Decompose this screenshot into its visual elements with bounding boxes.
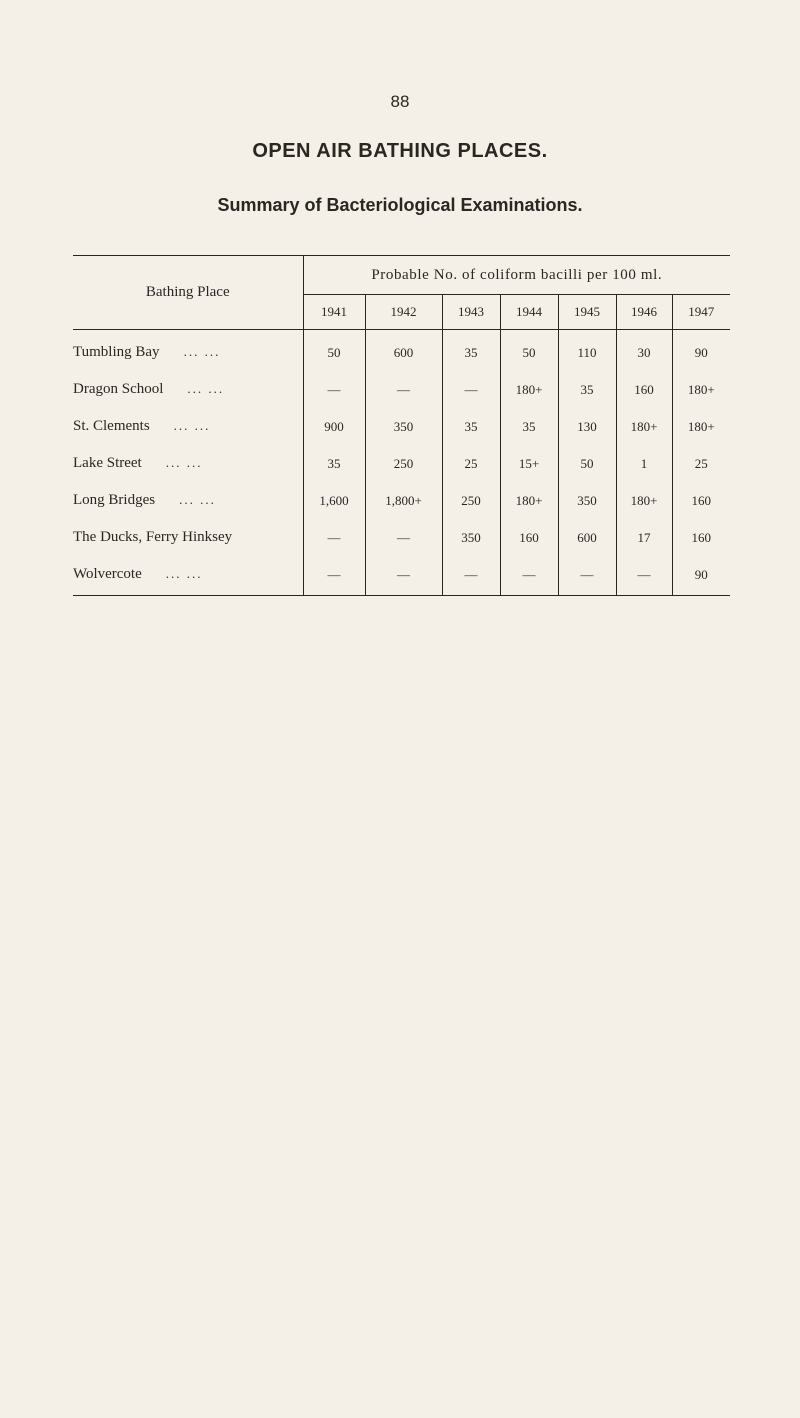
count-cell: 30 (616, 330, 672, 372)
table-row (73, 556, 730, 596)
bathing-place-name: Tumbling Bay (73, 344, 160, 360)
bathing-place-cell (73, 445, 303, 482)
count-cell: 90 (672, 556, 730, 596)
count-cell: — (442, 371, 500, 408)
count-cell: 180+ (672, 408, 730, 445)
table-row (73, 371, 730, 408)
count-cell: 900 (324, 418, 344, 434)
count-cell: 35 (442, 330, 500, 372)
year-header: 1941 (303, 295, 365, 330)
count-cell: 250 (365, 445, 442, 482)
count-cell: 350 (558, 482, 616, 519)
count-cell: 35 (500, 408, 558, 445)
count-cell: 90 (672, 330, 730, 372)
count-cell: 350 (442, 519, 500, 556)
bathing-place-name: Dragon School (73, 381, 164, 397)
leader-dots: ... ... (165, 566, 203, 581)
count-cell: 35 (558, 371, 616, 408)
count-cell: 160 (672, 482, 730, 519)
count-cell: — (365, 371, 442, 408)
bathing-place-cell (73, 371, 303, 408)
count-cell: 17 (616, 519, 672, 556)
leader-dots: ... ... (179, 492, 216, 507)
count-cell: — (616, 556, 672, 596)
count-cell: 50 (500, 330, 558, 372)
count-cell: 160 (672, 519, 730, 556)
bathing-place-name: Long Bridges (73, 492, 156, 508)
count-cell: 1,600 (319, 492, 349, 508)
year-header: 1945 (558, 295, 616, 330)
count-cell: 1 (616, 445, 672, 482)
count-cell: 600 (365, 330, 442, 372)
count-cell: 250 (442, 482, 500, 519)
count-cell: — (303, 556, 365, 596)
page-subtitle: Summary of Bacteriological Examinations. (217, 195, 583, 215)
count-cell: — (365, 519, 442, 556)
count-cell: 35 (327, 455, 341, 471)
count-cell: — (327, 529, 341, 545)
results-table-wrapper (73, 255, 730, 596)
table-row (73, 408, 730, 445)
table-row (73, 482, 730, 519)
count-cell: 180+ (616, 408, 672, 445)
count-cell: — (558, 556, 616, 596)
leader-dots: ... ... (187, 381, 225, 396)
count-cell: 600 (558, 519, 616, 556)
leader-dots: ... ... (183, 344, 221, 359)
count-cell: 25 (672, 445, 730, 482)
bathing-place-cell (73, 408, 303, 445)
bathing-place-name: Wolvercote (73, 566, 142, 582)
results-table (73, 255, 730, 596)
bathing-place-name: St. Clements (73, 418, 150, 434)
count-cell: 130 (558, 408, 616, 445)
count-cell: 180+ (672, 371, 730, 408)
page-number: 88 (390, 92, 410, 111)
year-header: 1944 (500, 295, 558, 330)
count-cell: 180+ (500, 482, 558, 519)
leader-dots: ... ... (173, 418, 211, 433)
table-row (73, 330, 730, 372)
bathing-place-cell (73, 482, 303, 519)
count-cell: 180+ (616, 482, 672, 519)
year-header: 1942 (365, 295, 442, 330)
count-cell: 1,800+ (365, 482, 442, 519)
year-header: 1943 (442, 295, 500, 330)
bathing-place-name: Lake Street (73, 455, 142, 471)
bathing-place-cell (73, 330, 303, 372)
count-cell: 35 (442, 408, 500, 445)
table-row (73, 519, 730, 556)
coliform-group-header: Probable No. of coliform bacilli per 100 ml. (303, 256, 730, 295)
year-header: 1946 (616, 295, 672, 330)
count-cell: 110 (558, 330, 616, 372)
count-cell: 25 (442, 445, 500, 482)
bathing-place-name: The Ducks, Ferry Hinksey (73, 529, 233, 545)
year-header: 1947 (672, 295, 730, 330)
count-cell: 15+ (500, 445, 558, 482)
count-cell: 160 (616, 371, 672, 408)
page-title: OPEN AIR BATHING PLACES. (252, 140, 548, 162)
table-body (73, 330, 730, 596)
count-cell: — (500, 556, 558, 596)
count-cell: 180+ (500, 371, 558, 408)
count-cell: 350 (365, 408, 442, 445)
count-cell: — (442, 556, 500, 596)
count-cell: 50 (558, 445, 616, 482)
leader-dots: ... ... (165, 455, 203, 470)
count-cell: 160 (500, 519, 558, 556)
bathing-place-header: Bathing Place (73, 256, 303, 330)
count-cell: 50 (327, 344, 341, 360)
table-row (73, 445, 730, 482)
bathing-place-cell (73, 519, 303, 556)
count-cell: — (327, 381, 341, 397)
count-cell: — (365, 556, 442, 596)
bathing-place-cell (73, 556, 303, 596)
